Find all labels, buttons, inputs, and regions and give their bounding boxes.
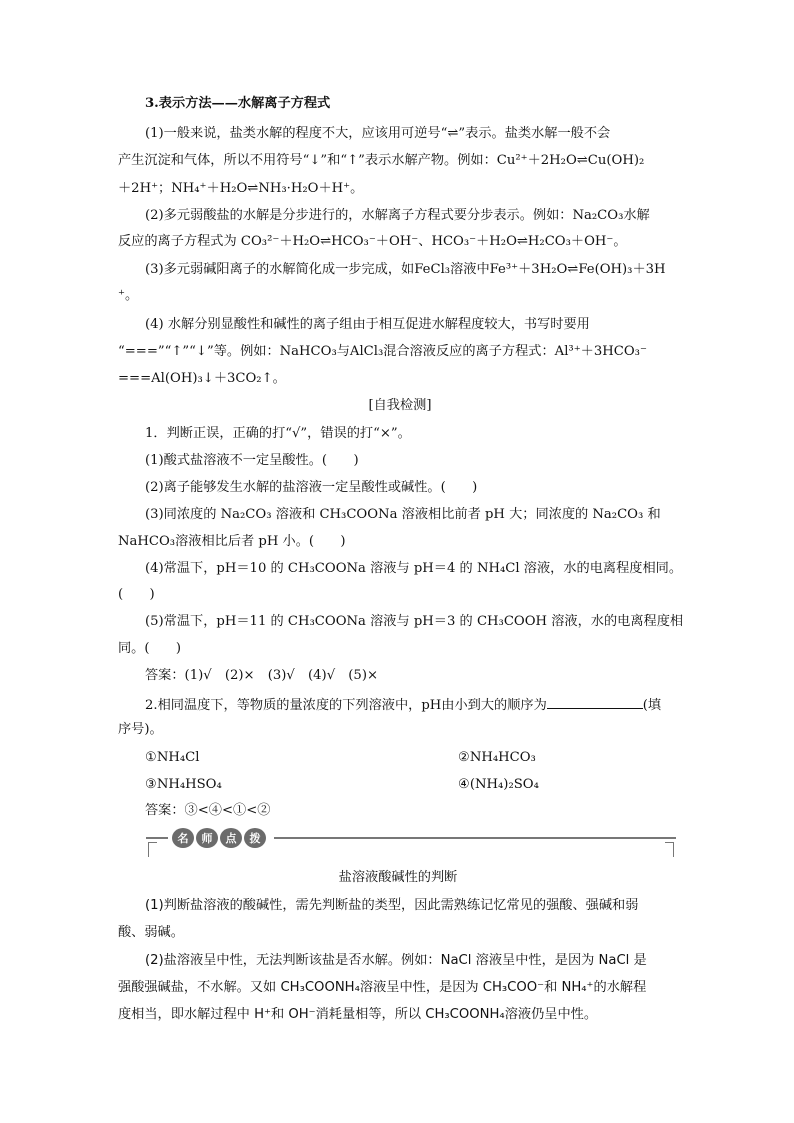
banner-badges <box>172 828 266 848</box>
question-1-item-5-line-1: (5)常温下，pH＝11 的 CH₃COONa 溶液与 pH＝3 的 CH₃COOH 溶液，水的电离程度相 <box>145 614 684 629</box>
tips-title: 盐溶液酸碱性的判断 <box>338 870 458 885</box>
paragraph-4-line-3: ===Al(OH)₃↓＋3CO₂↑。 <box>118 371 286 386</box>
option-3: ③NH₄HSO₄ <box>145 777 222 792</box>
banner-rule-left <box>146 837 168 839</box>
self-check-title: [自我检测] <box>368 398 432 413</box>
banner-rule-right <box>274 837 676 839</box>
question-1-item-4-line-1: (4)常温下，pH＝10 的 CH₃COONa 溶液与 pH＝4 的 NH₄Cl 溶液，水的电离程度相同。 <box>145 561 683 576</box>
tip-1-line-1: (1)判断盐溶液的酸碱性，需先判断盐的类型，因此需熟练记忆常见的强酸、强碱和弱 <box>145 898 639 913</box>
tip-1-line-2: 酸、弱碱。 <box>118 925 184 940</box>
question-1-item-4-line-2: ( ) <box>118 587 155 602</box>
banner-bracket-right <box>665 842 674 857</box>
paragraph-1-line-1: (1)一般来说，盐类水解的程度不大，应该用可逆号“⇌”表示。盐类水解一般不会 <box>145 126 611 141</box>
teacher-tips-banner <box>146 828 676 856</box>
question-1-item-2: (2)离子能够发生水解的盐溶液一定呈酸性或碱性。( ) <box>145 480 478 495</box>
badge-char-4: 拨 <box>244 828 266 848</box>
paragraph-2-line-2: 反应的离子方程式为 CO₃²⁻＋H₂O⇌HCO₃⁻＋OH⁻、HCO₃⁻＋H₂O⇌H₂CO₃＋OH⁻。 <box>118 234 627 249</box>
paragraph-1-line-3: ＋2H⁺；NH₄⁺＋H₂O⇌NH₃·H₂O＋H⁺。 <box>118 181 364 196</box>
badge-char-1: 名 <box>172 828 194 848</box>
badge-char-3: 点 <box>220 828 242 848</box>
paragraph-4-line-2: “===”“↑”“↓”等。例如：NaHCO₃与AlCl₃混合溶液反应的离子方程式：Al³⁺＋3HCO₃⁻ <box>118 344 647 359</box>
question-2-line-2: 序号)。 <box>118 722 163 737</box>
paragraph-1-line-2: 产生沉淀和气体，所以不用符号“↓”和“↑”表示水解产物。例如：Cu²⁺＋2H₂O⇌Cu(OH)₂ <box>118 153 645 168</box>
question-2-line-1 <box>145 696 678 714</box>
section-heading: 3.表示方法——水解离子方程式 <box>145 96 331 111</box>
question-1-item-5-line-2: 同。( ) <box>118 641 182 656</box>
answer-1: 答案：(1)√ (2)× (3)√ (4)√ (5)× <box>145 668 379 683</box>
option-1: ①NH₄Cl <box>145 750 200 765</box>
banner-bracket-left <box>148 842 157 857</box>
question-1-item-3-line-2: NaHCO₃溶液相比后者 pH 小。( ) <box>118 534 346 549</box>
paragraph-3-line-1: (3)多元弱碱阳离子的水解简化成一步完成，如FeCl₃溶液中Fe³⁺＋3H₂O⇌Fe(OH)₃＋3H <box>145 262 666 277</box>
question-1: 1．判断正误，正确的打“√”，错误的打“×”。 <box>145 426 411 441</box>
tip-2-line-1: (2)盐溶液呈中性，无法判断该盐是否水解。例如：NaCl 溶液呈中性，是因为 NaCl 是 <box>145 953 647 968</box>
question-1-item-1: (1)酸式盐溶液不一定呈酸性。( ) <box>145 453 359 468</box>
badge-char-2: 师 <box>196 828 218 848</box>
question-2-text: 2.相同温度下，等物质的量浓度的下列溶液中，pH由小到大的顺序为 <box>145 698 547 713</box>
tip-2-line-3: 度相当，即水解过程中 H⁺和 OH⁻消耗量相等，所以 CH₃COONH₄溶液仍呈中性。 <box>118 1007 598 1022</box>
paragraph-3-line-2: ⁺。 <box>118 288 139 303</box>
tip-2-line-2: 强酸强碱盐，不水解。又如 CH₃COONH₄溶液呈中性，是因为 CH₃COO⁻和 NH₄⁺的水解程 <box>118 980 647 995</box>
paragraph-4-line-1: (4) 水解分别显酸性和碱性的离子组由于相互促进水解程度较大，书写时要用 <box>145 317 590 332</box>
paragraph-2-line-1: (2)多元弱酸盐的水解是分步进行的，水解离子方程式要分步表示。例如：Na₂CO₃水解 <box>145 208 650 223</box>
answer-blank <box>547 696 643 709</box>
option-4: ④(NH₄)₂SO₄ <box>458 777 539 792</box>
question-2-suffix: (填 <box>642 698 662 713</box>
question-1-item-3-line-1: (3)同浓度的 Na₂CO₃ 溶液和 CH₃COONa 溶液相比前者 pH 大；同浓度的 Na₂CO₃ 和 <box>145 507 661 522</box>
answer-2: 答案：③<④<①<② <box>145 803 271 818</box>
option-2: ②NH₄HCO₃ <box>458 750 536 765</box>
